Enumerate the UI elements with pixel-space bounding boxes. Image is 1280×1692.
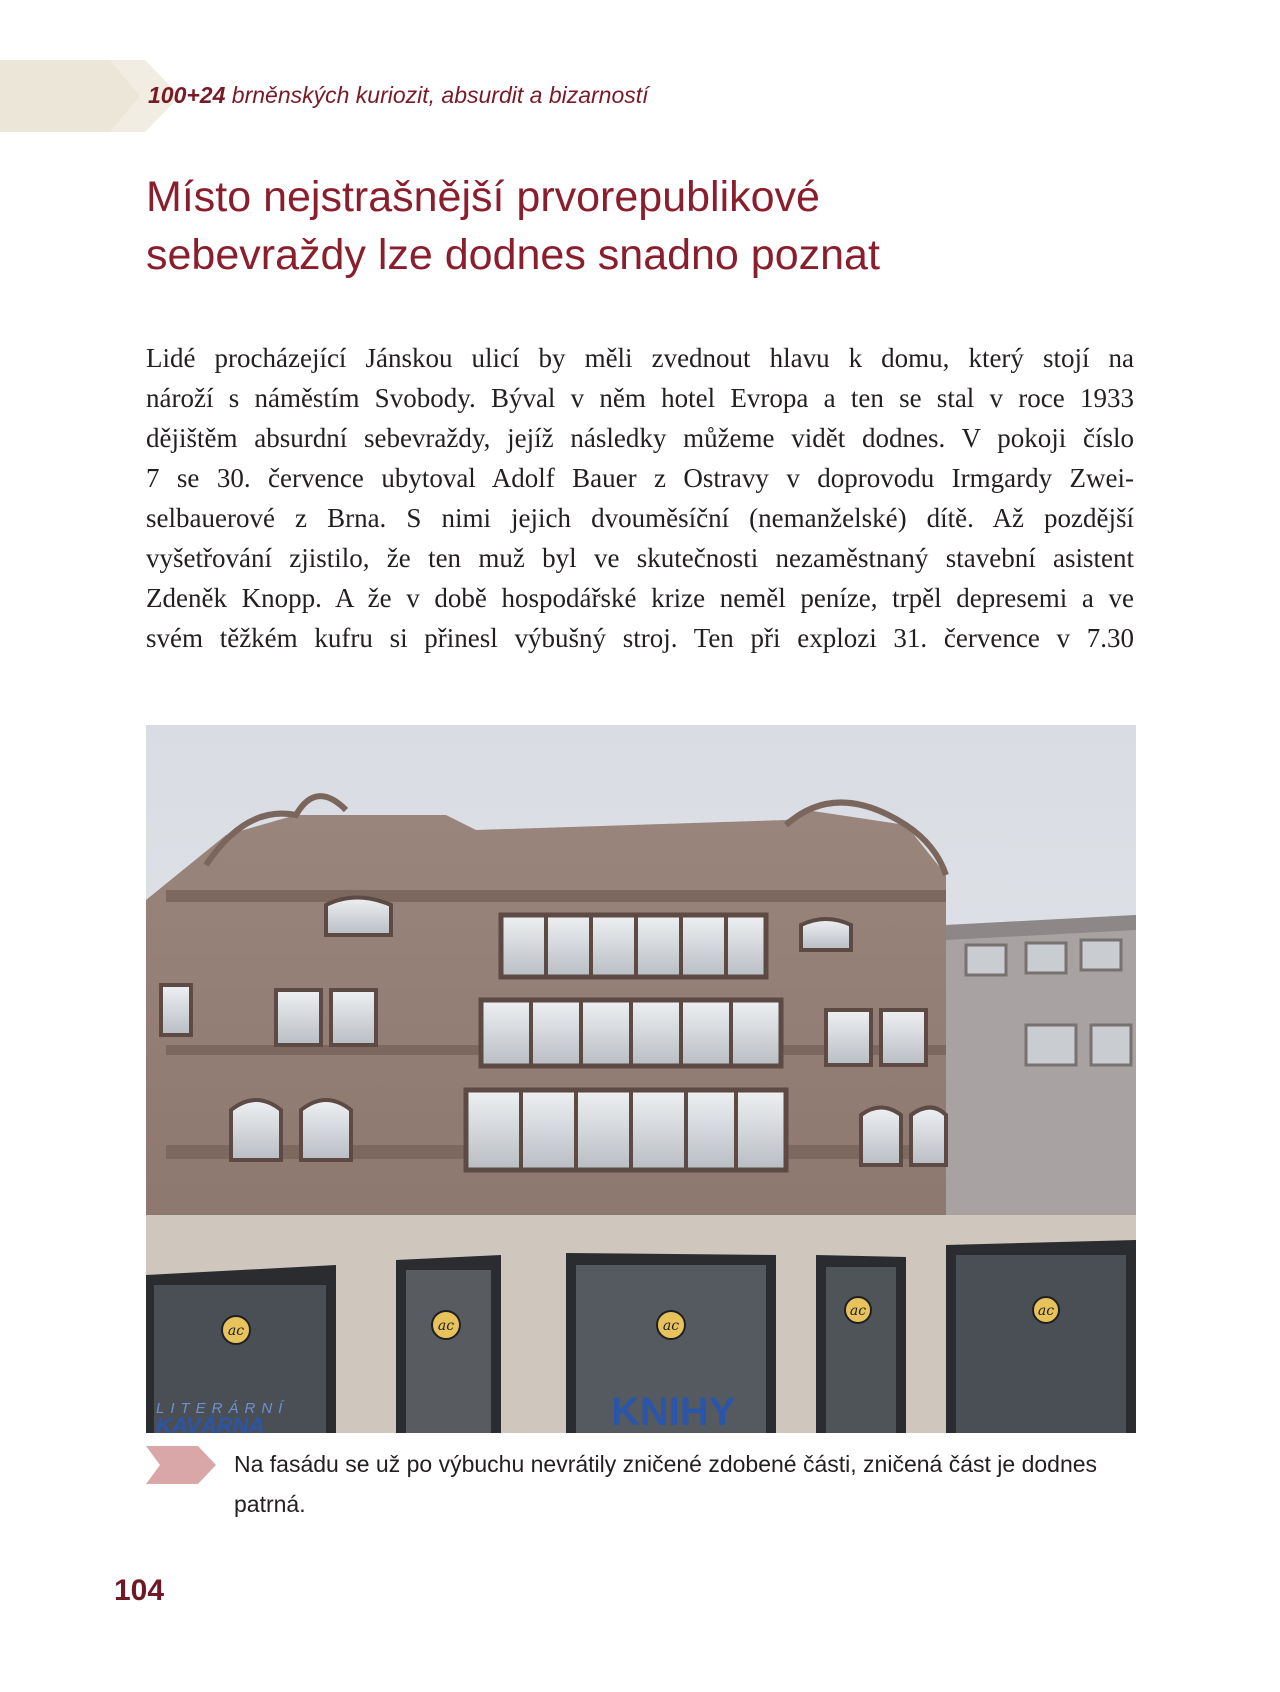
- article-title: [146, 168, 1146, 284]
- cafe-logo-text: ac: [227, 1323, 245, 1339]
- body-line: nároží s náměstím Svobody. Býval v něm hotel Evropa a ten se stal v roce 1933: [146, 383, 1134, 413]
- article-body: [146, 338, 1134, 658]
- body-line: svém těžkém kufru si přinesl výbušný stroj. Ten při explozi 31. července v 7.30: [146, 623, 1134, 653]
- kavarna-sign-line1: LITERÁRNÍ: [156, 1400, 289, 1417]
- cafe-logo-text: ac: [1037, 1303, 1055, 1319]
- building-illustration: [146, 725, 1136, 1433]
- kavarna-sign-line2: KAVÁRNA: [156, 1413, 265, 1433]
- running-head-number: 100+24: [148, 82, 226, 108]
- cafe-logo-text: ac: [662, 1318, 680, 1334]
- running-head-title: brněnských kuriozit, absurdit a bizarností: [225, 82, 649, 108]
- article-title-line: Místo nejstrašnější prvorepublikové: [146, 173, 820, 221]
- page-number: 104: [114, 1574, 165, 1607]
- body-line: 7 se 30. července ubytoval Adolf Bauer z Ostravy v doprovodu Irmgardy Zwei-: [146, 463, 1134, 493]
- knihy-sign: KNIHY: [611, 1390, 736, 1433]
- body-line: Zdeněk Knopp. A že v době hospodářské krize neměl peníze, trpěl depresemi a ve: [146, 583, 1134, 613]
- photo-caption: Na fasádu se už po výbuchu nevrátily zničené zdobené části, zničená část je dodnes patrná.: [234, 1451, 1098, 1517]
- cafe-logo-text: ac: [849, 1303, 867, 1319]
- caption-chevron-icon: [146, 1446, 216, 1484]
- body-line: vyšetřování zjistilo, že ten muž byl ve skutečnosti nezaměstnaný stavební asistent: [146, 543, 1134, 573]
- building-photo: [146, 725, 1136, 1433]
- running-head: [148, 82, 649, 109]
- article-title-line: sebevraždy lze dodnes snadno poznat: [146, 231, 880, 279]
- cafe-logo-text: ac: [437, 1318, 455, 1334]
- body-line: dějištěm absurdní sebevraždy, jejíž následky můžeme vidět dodnes. V pokoji číslo: [146, 423, 1134, 453]
- body-line: selbauerové z Brna. S nimi jejich dvouměsíční (nemanželské) dítě. Až pozdější: [146, 503, 1134, 533]
- body-line: Lidé procházející Jánskou ulicí by měli zvednout hlavu k domu, který stojí na: [146, 343, 1134, 373]
